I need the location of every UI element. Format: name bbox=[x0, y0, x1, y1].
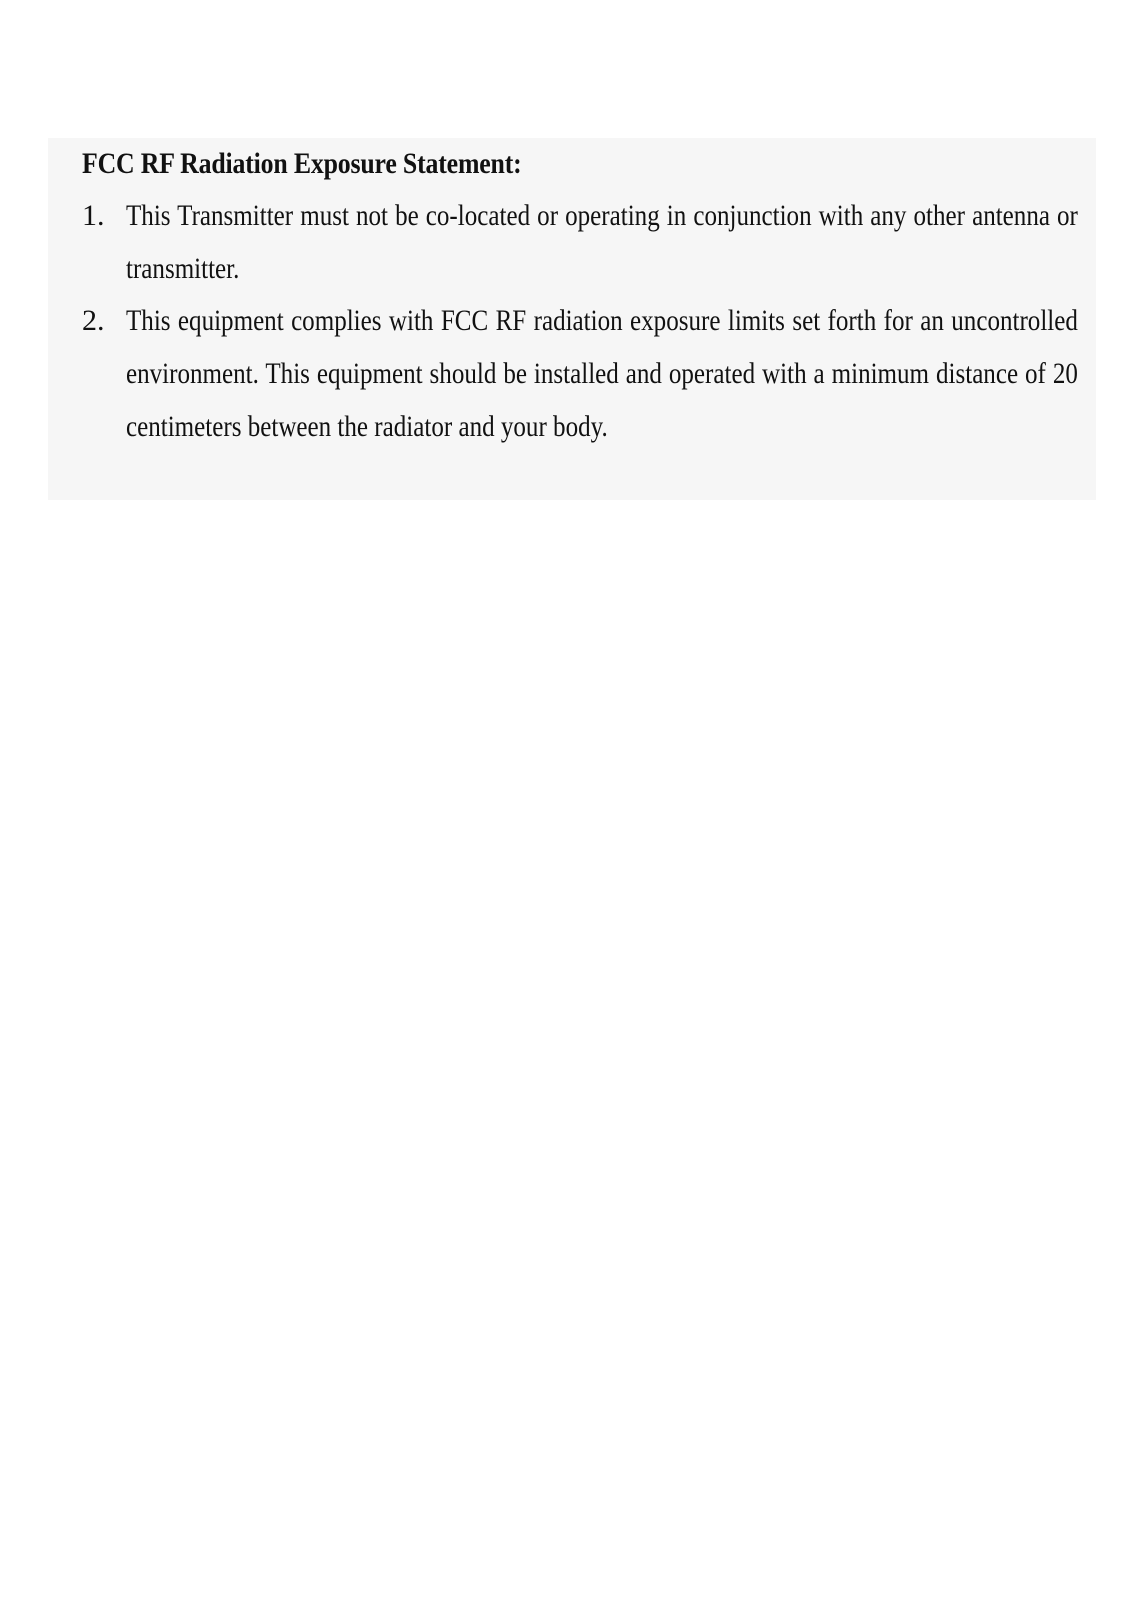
list-item-number: 1. bbox=[82, 199, 105, 232]
list-item-text: This equipment complies with FCC RF radiation exposure limits set forth for an uncontrolled environment. This equipment should be installed and operated with a minimum distance of 20 centimeters between the radiator and your body. bbox=[126, 304, 1078, 443]
statement-heading: FCC RF Radiation Exposure Statement: bbox=[82, 147, 522, 180]
list-item-text: This Transmitter must not be co-located or operating in conjunction with any other antenna or transmitter. bbox=[126, 199, 1078, 285]
list-item-number: 2. bbox=[82, 304, 105, 337]
